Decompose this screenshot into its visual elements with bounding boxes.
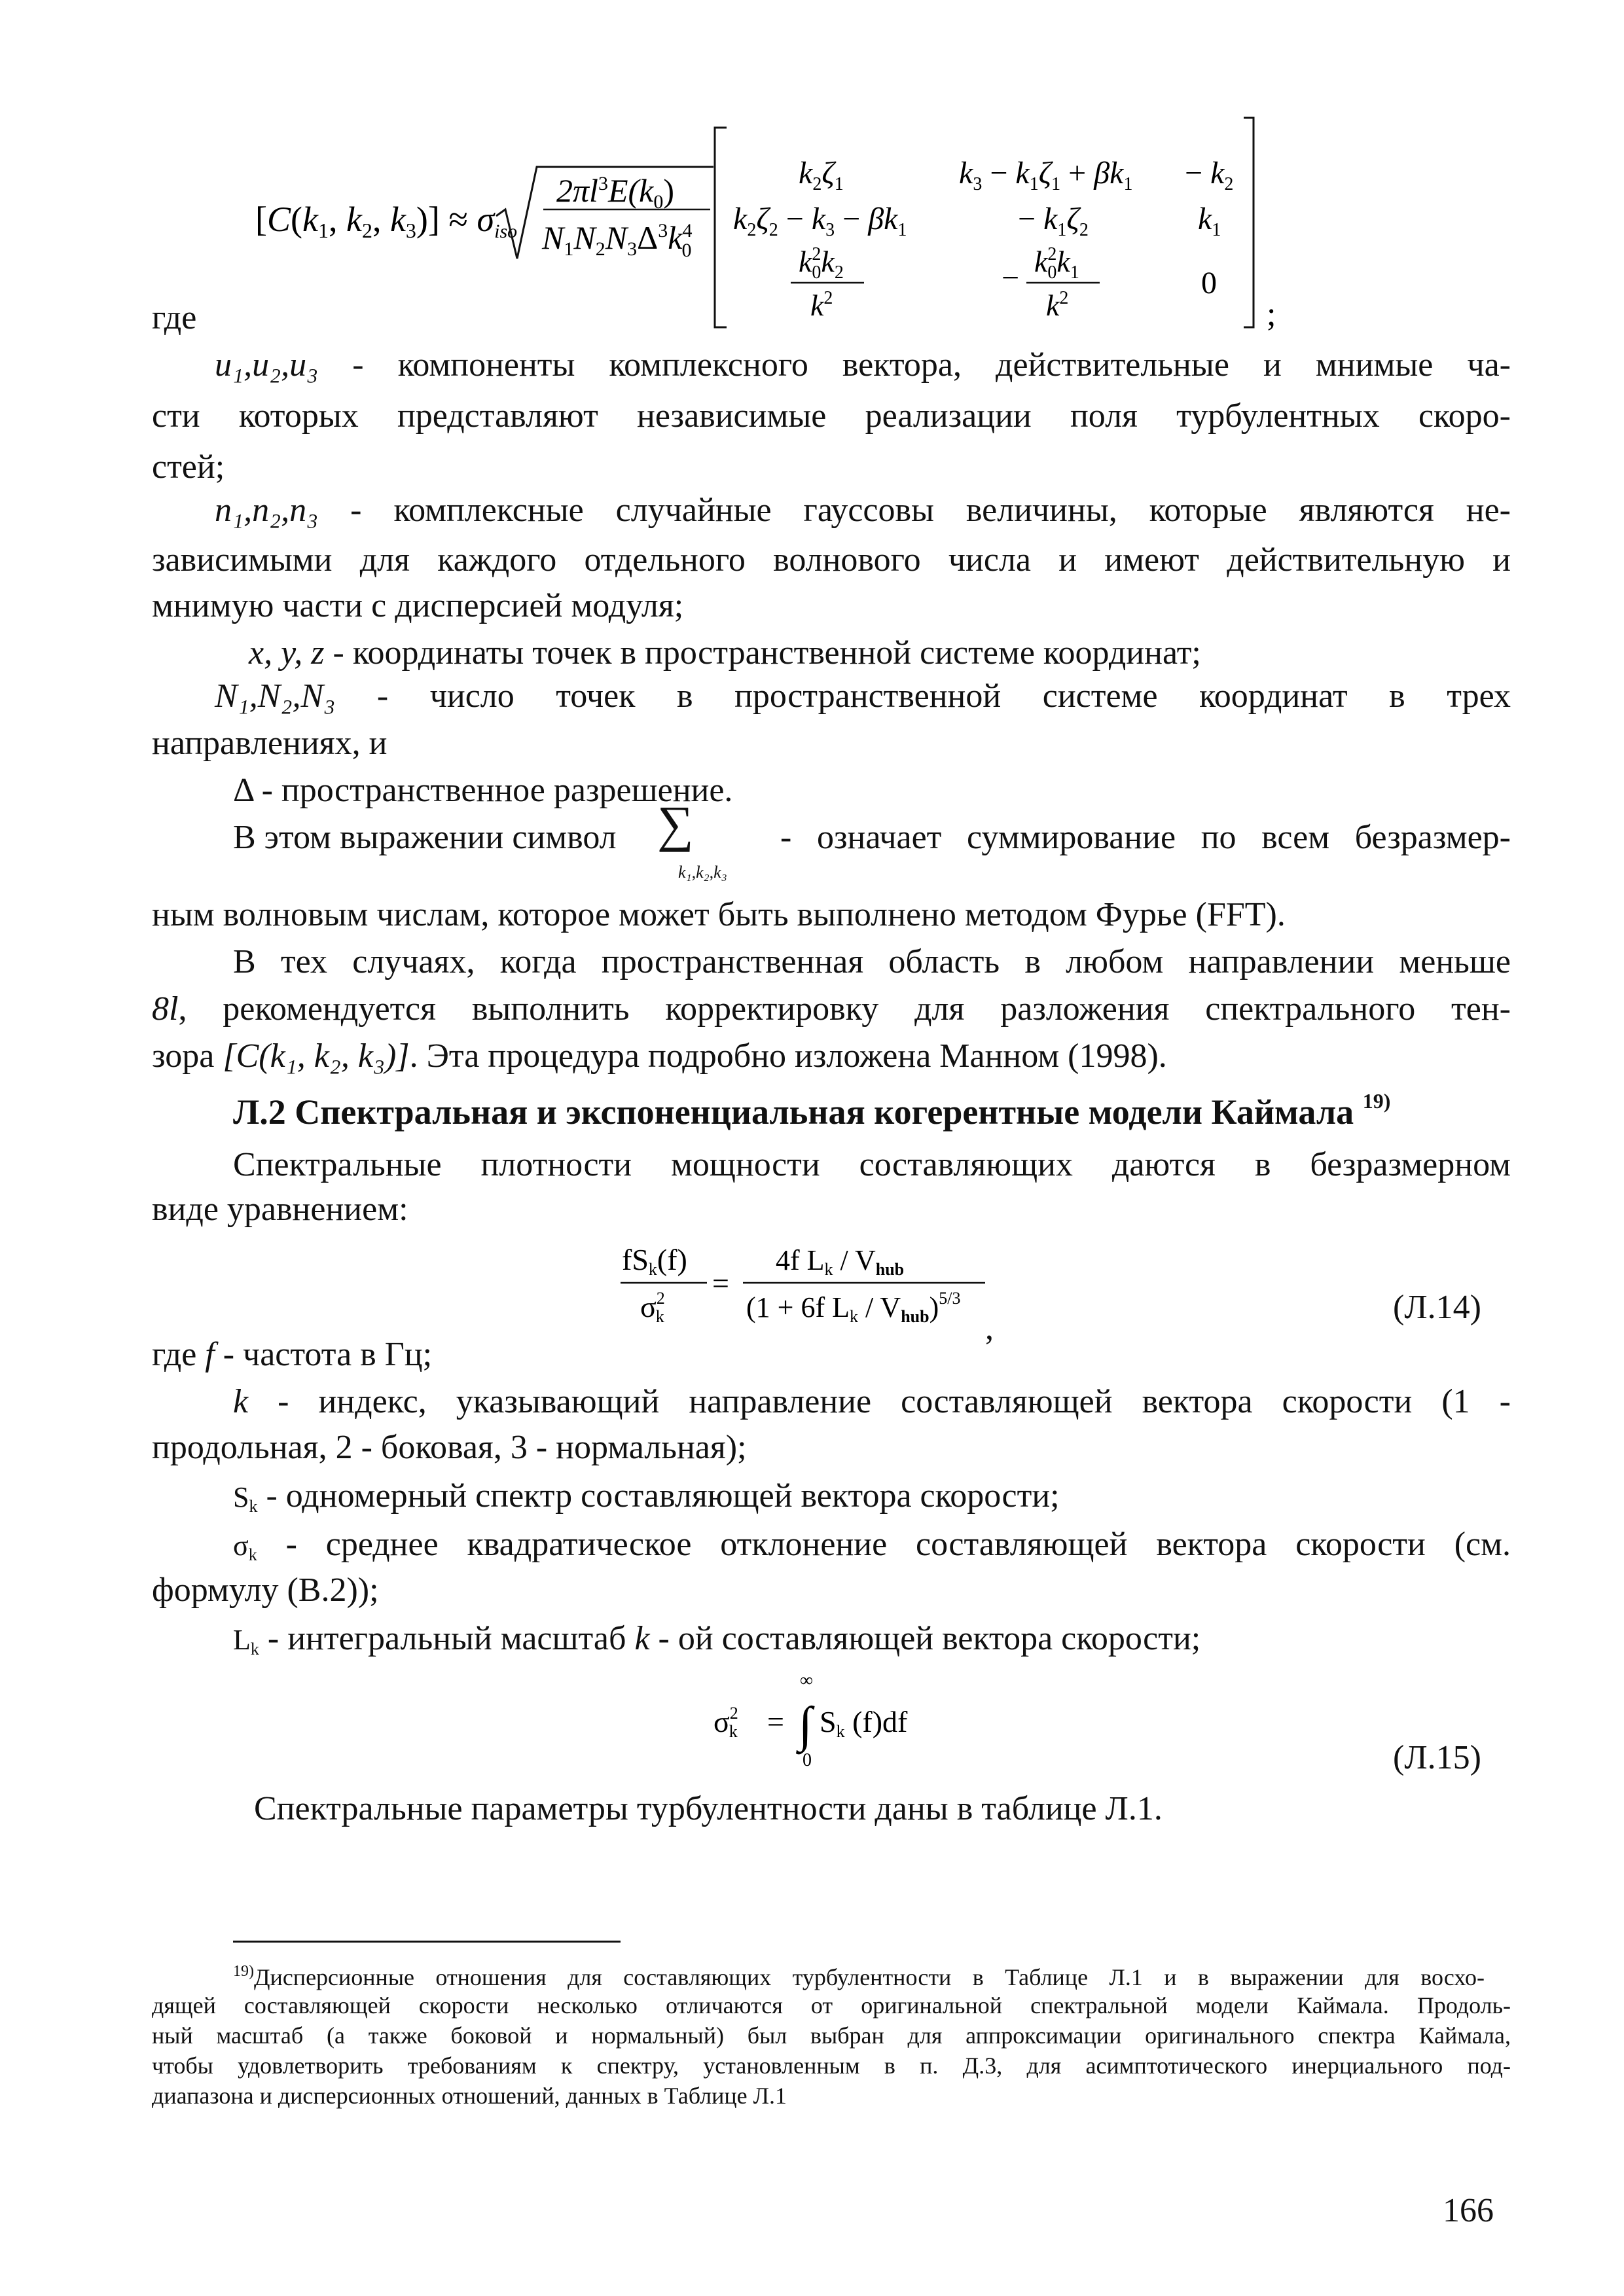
sum-text-a: В этом выражении символ bbox=[233, 819, 617, 856]
matrix-cell-r1c3: − $k_2$ bbox=[1185, 156, 1234, 194]
def-n-line-3: мнимую части с дисперсией модуля; bbox=[152, 587, 684, 624]
case-line-2: 8l, рекомендуется выполнить корректировку для разложения спектрального тен- bbox=[152, 990, 1511, 1028]
def-f: где f - частота в Гц; bbox=[152, 1336, 433, 1373]
svg-text:0: 0 bbox=[803, 1750, 812, 1770]
sqrt-numerator: $2\pi l^3E(k_0)$ bbox=[556, 172, 674, 213]
def-u-line-2: сти которых представляют независимые реализации поля турбулентных скоро- bbox=[152, 397, 1511, 435]
svg-text:fSk(f): fSk(f) bbox=[622, 1243, 687, 1279]
sum-symbol: ∑ bbox=[657, 795, 694, 852]
def-n-line-1: n₁,n₂,n₃ - комплексные случайные гауссовы величины, которые являются не- bbox=[215, 492, 1511, 529]
tensor-symbol: [C(k₁, k₂, k₃)] bbox=[223, 1037, 410, 1075]
footnote-rule bbox=[233, 1941, 621, 1943]
sum-line-2: ным волновым числам, которое может быть выполнено методом Фурье (FFT). bbox=[152, 896, 1286, 933]
case-line-3: зора [C(k₁, k₂, k₃)]. Эта процедура подробно изложена Манном (1998). bbox=[152, 1037, 1167, 1075]
matrix-cell-r2c2: − $k_1\zeta_2$ bbox=[1018, 202, 1089, 240]
matrix-cell-r3c1-den: $k^2$ bbox=[810, 288, 833, 322]
svg-text:σ2k: $\sigma^2$ k bbox=[713, 1704, 738, 1741]
svg-text:(1 + 6f Lk / Vhub)5/3: (1 + 6f Lk / Vhub)$^{5/3}$ bbox=[746, 1289, 961, 1326]
final-line: Спектральные параметры турбулентности даны в таблице Л.1. bbox=[254, 1790, 1163, 1827]
def-xyz: x, y, z - координаты точек в пространственной системе координат; bbox=[249, 634, 1201, 672]
case-line-1: В тех случаях, когда пространственная область в любом направлении меньше bbox=[233, 943, 1511, 980]
footnote-line-2: дящей составляющей скорости несколько отличаются от оригинальной спектральной модели Каймала. Продоль- bbox=[152, 1992, 1511, 2018]
equation-14 bbox=[615, 1230, 1034, 1335]
def-u-line-3: стей; bbox=[152, 448, 225, 486]
sum-subscript: k₁,k₂,k₃ bbox=[678, 863, 727, 882]
def-n-line-2: зависимыми для каждого отдельного волнового числа и имеют действительную и bbox=[152, 541, 1511, 579]
matrix-cell-r1c1: $k_2\zeta_1$ bbox=[799, 156, 844, 194]
def-N-line-1: N₁,N₂,N₃ - число точек в пространственной системе координат в трех bbox=[215, 677, 1511, 715]
def-N-line-2: направлениях, и bbox=[152, 725, 388, 762]
sqrt-denominator: $N_1N_2N_3\Delta^3k^4$ 0 bbox=[542, 219, 693, 261]
matrix-cell-r3c2-num: $k^2$ $0k_1$ bbox=[1034, 244, 1079, 283]
sum-text-b: - означает суммирование по всем безразмер- bbox=[780, 819, 1511, 856]
def-u-line-1: u₁,u₂,u₃ - компоненты комплексного вектора, действительные и мнимые ча- bbox=[215, 346, 1511, 384]
matrix-cell-r3c3: 0 bbox=[1201, 266, 1217, 300]
def-L: Lk - интегральный масштаб k - ой составляющей вектора скорости; bbox=[233, 1620, 1201, 1659]
footnote-line-4: чтобы удовлетворить требованиям к спектру, установленным в п. Д.3, для асимптотического инерциального под- bbox=[152, 2053, 1511, 2079]
def-k-line-2: продольная, 2 - боковая, 3 - нормальная); bbox=[152, 1429, 747, 1466]
eq14-number: (Л.14) bbox=[1393, 1289, 1481, 1326]
matrix-lhs: [C(k1, k2, k3)] ≈ σiso bbox=[255, 200, 518, 242]
matrix-tail: ; bbox=[1267, 296, 1276, 333]
eq14-comma: , bbox=[985, 1310, 994, 1347]
matrix-cell-r2c1: $k_2\zeta_2 - k_3 - \beta k_1$ bbox=[733, 202, 907, 240]
spec-line-1: Спектральные плотности мощности составляющих даются в безразмерном bbox=[233, 1146, 1511, 1183]
svg-text:∫: ∫ bbox=[799, 1697, 812, 1752]
svg-text:4f Lk / Vhub: 4f Lk / Vhub bbox=[776, 1244, 905, 1279]
def-S: Sk - одномерный спектр составляющей вектора скорости; bbox=[233, 1477, 1060, 1516]
svg-text:σ2k: $\sigma^2$ k bbox=[640, 1289, 665, 1326]
matrix-cell-r3c2-sign: − bbox=[1001, 260, 1020, 295]
matrix-cell-r3c2-den: $k^2$ bbox=[1046, 288, 1069, 322]
svg-text:∞: ∞ bbox=[800, 1670, 813, 1691]
def-sigma-line-1: σk - среднее квадратическое отклонение составляющей вектора скорости (см. bbox=[233, 1526, 1511, 1564]
matrix-equation bbox=[249, 111, 1309, 340]
section-heading: Л.2 Спектральная и экспоненциальная когерентные модели Каймала $^{19)}$ bbox=[233, 1089, 1391, 1132]
svg-text:=: = bbox=[767, 1705, 784, 1738]
where-label: где bbox=[152, 299, 197, 336]
def-k-line-1: k - индекс, указывающий направление составляющей вектора скорости (1 - bbox=[233, 1383, 1511, 1420]
matrix-cell-r1c2: $k_3 - k_1\zeta_1 + \beta k_1$ bbox=[959, 156, 1133, 194]
def-sigma-line-2: формулу (В.2)); bbox=[152, 1571, 379, 1609]
page-number: 166 bbox=[1443, 2192, 1494, 2229]
svg-text:=: = bbox=[712, 1266, 729, 1300]
equation-15 bbox=[707, 1668, 956, 1779]
eq15-number: (Л.15) bbox=[1393, 1739, 1481, 1776]
def-delta: Δ - пространственное разрешение. bbox=[233, 772, 733, 809]
footnote-line-5: диапазона и дисперсионных отношений, данных в Таблице Л.1 bbox=[152, 2083, 787, 2109]
spec-line-2: виде уравнением: bbox=[152, 1191, 408, 1228]
svg-text:Sk (f)df: Sk (f)df bbox=[820, 1705, 908, 1741]
footnote-line-1: $^{19)}$Дисперсионные отношения для составляющих турбулентности в Таблице Л.1 и в выражении для восхо- bbox=[233, 1963, 1485, 1990]
matrix-cell-r2c3: $k_1$ bbox=[1198, 202, 1221, 240]
matrix-cell-r3c1-num: $k^2$ $0k_2$ bbox=[799, 244, 844, 283]
footnote-line-3: ный масштаб (а также боковой и нормальный) был выбран для аппроксимации оригинального спектра Каймала, bbox=[152, 2022, 1511, 2049]
